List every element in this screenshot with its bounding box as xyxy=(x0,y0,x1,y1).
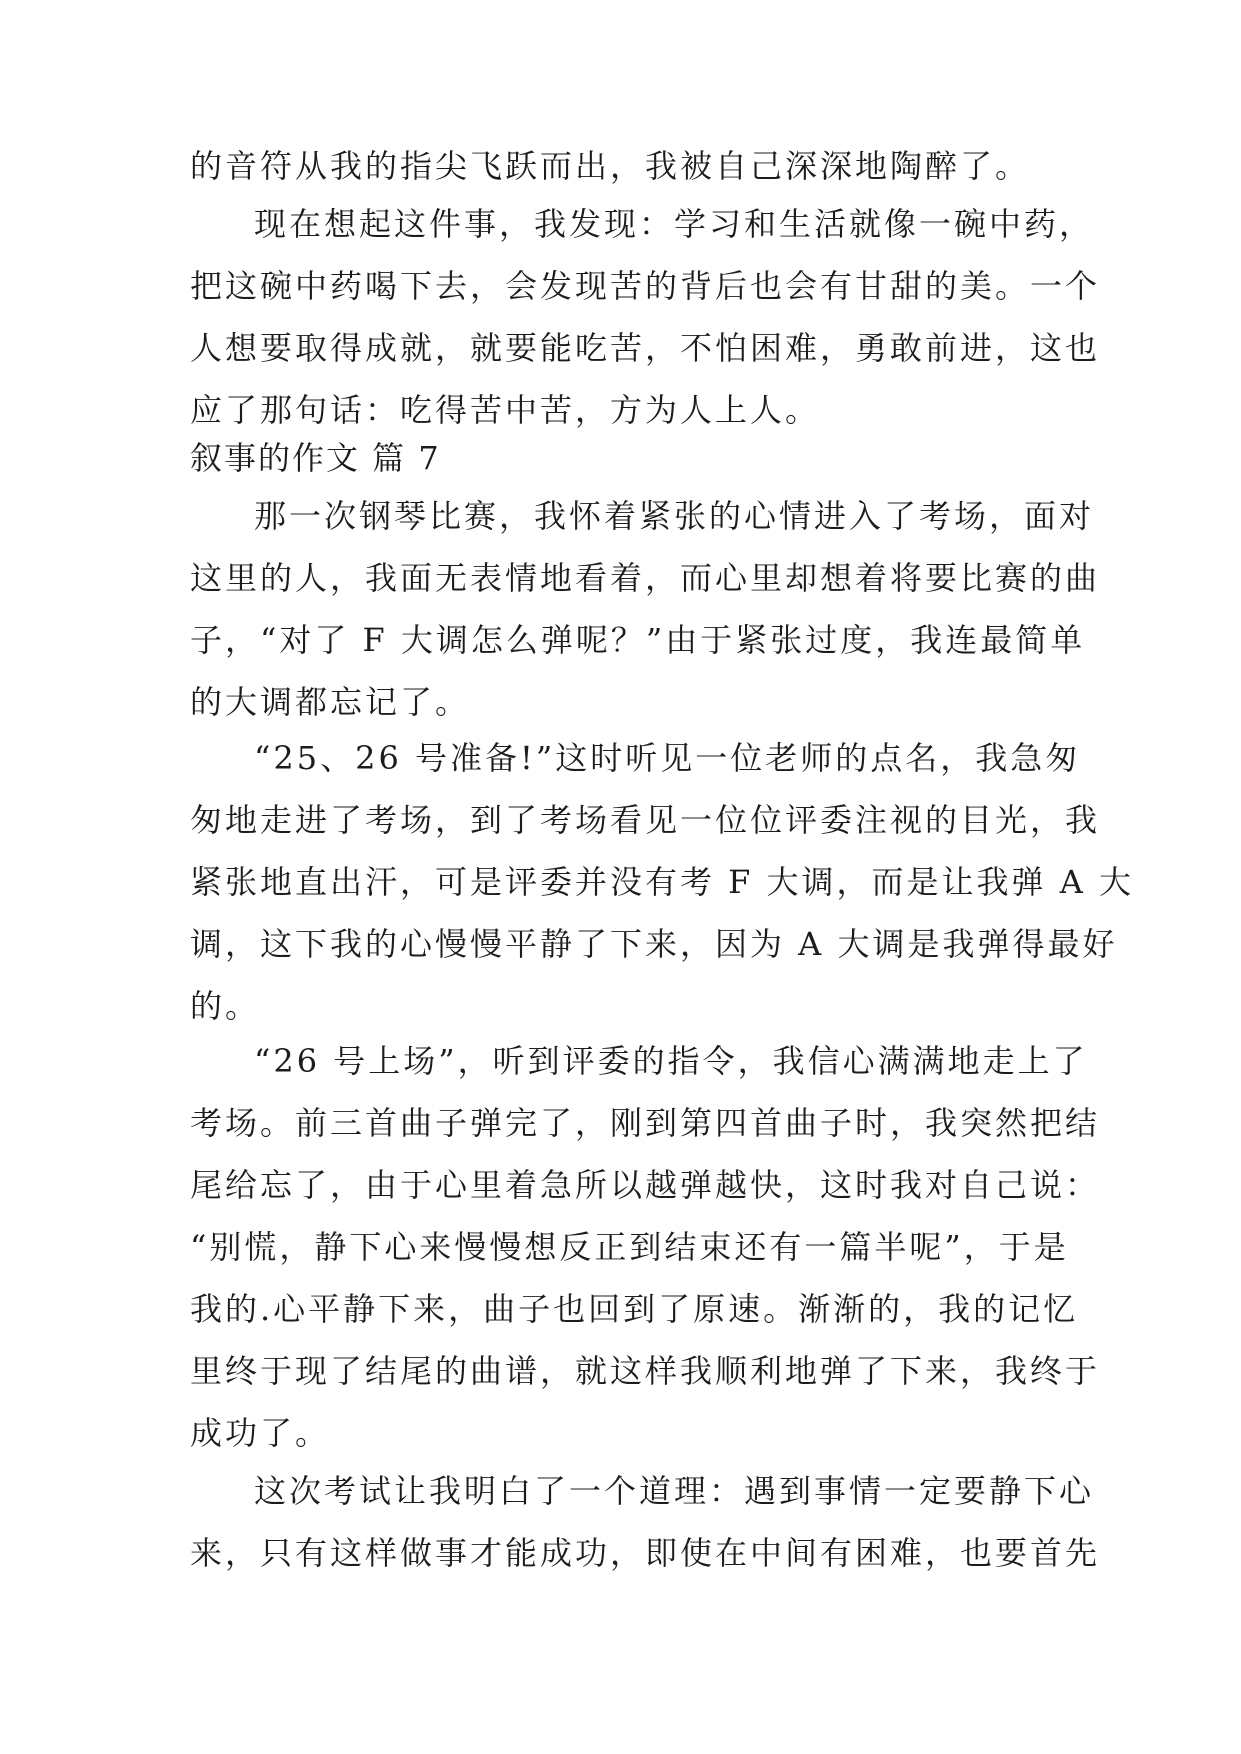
text-line: 的大调都忘记了。 xyxy=(190,683,471,721)
text-line: “别慌，静下心来慢慢想反正到结束还有一篇半呢”，于是 xyxy=(190,1228,1069,1266)
text-line: 现在想起这件事，我发现：学习和生活就像一碗中药， xyxy=(254,205,1095,243)
text-line: 子，“对了 F 大调怎么弹呢？”由于紧张过度，我连最简单 xyxy=(190,621,1086,659)
text-line: 应了那句话：吃得苦中苦，方为人上人。 xyxy=(190,391,821,429)
text-line: 调，这下我的心慢慢平静了下来，因为 A 大调是我弹得最好 xyxy=(190,925,1118,963)
text-line: 这里的人，我面无表情地看着，而心里却想着将要比赛的曲 xyxy=(190,559,1101,597)
text-line: 的。 xyxy=(190,987,261,1025)
text-line: 我的.心平静下来，曲子也回到了原速。渐渐的，我的记忆 xyxy=(190,1290,1079,1328)
section-title: 叙事的作文 篇 7 xyxy=(190,439,441,477)
text-line: “25、26 号准备!”这时听见一位老师的点名，我急匆 xyxy=(254,739,1081,777)
text-line: 人想要取得成就，就要能吃苦，不怕困难，勇敢前进，这也 xyxy=(190,329,1101,367)
paragraph-block-1 xyxy=(190,135,1060,197)
text-line: 把这碗中药喝下去，会发现苦的背后也会有甘甜的美。一个 xyxy=(190,267,1101,305)
text-line: 考场。前三首曲子弹完了，刚到第四首曲子时，我突然把结 xyxy=(190,1104,1101,1142)
text-line: 成功了。 xyxy=(190,1414,331,1452)
paragraph-block-2 xyxy=(190,193,1101,441)
text-line: 匆地走进了考场，到了考场看见一位位评委注视的目光，我 xyxy=(190,801,1101,839)
text-line: 里终于现了结尾的曲谱，就这样我顺利地弹了下来，我终于 xyxy=(190,1352,1101,1390)
paragraph-block-5 xyxy=(190,1030,1101,1464)
text-line: 这次考试让我明白了一个道理：遇到事情一定要静下心 xyxy=(254,1472,1095,1510)
paragraph-block-4 xyxy=(190,727,1135,1037)
text-line: 那一次钢琴比赛，我怀着紧张的心情进入了考场，面对 xyxy=(254,497,1095,535)
text-line: “26 号上场”，听到评委的指令，我信心满满地走上了 xyxy=(254,1042,1088,1080)
section-heading xyxy=(190,427,1060,489)
text-line: 的音符从我的指尖飞跃而出，我被自己深深地陶醉了。 xyxy=(190,147,1031,185)
text-line: 来，只有这样做事才能成功，即使在中间有困难，也要首先 xyxy=(190,1534,1101,1572)
paragraph-block-3 xyxy=(190,485,1101,733)
paragraph-block-6 xyxy=(190,1460,1101,1584)
text-line: 尾给忘了，由于心里着急所以越弹越快，这时我对自己说： xyxy=(190,1166,1101,1204)
text-line: 紧张地直出汗，可是评委并没有考 F 大调，而是让我弹 A 大 xyxy=(190,863,1135,901)
